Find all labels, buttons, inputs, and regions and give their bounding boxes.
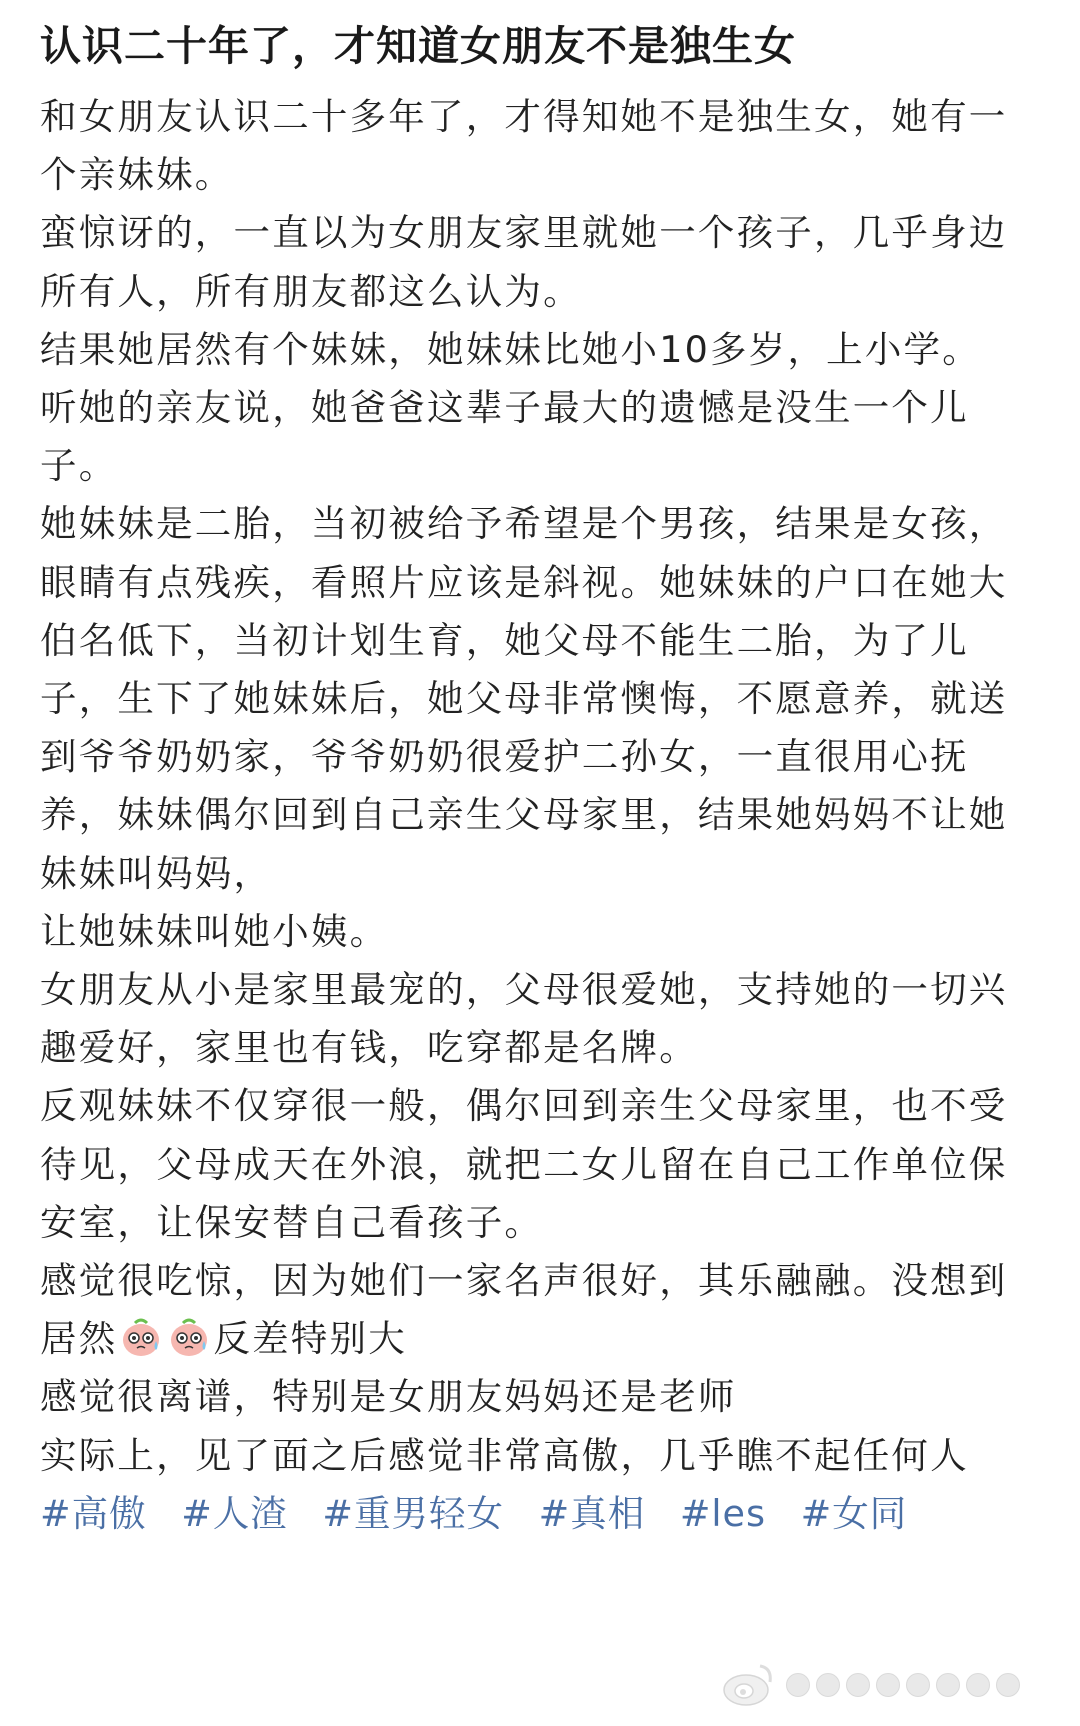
post-paragraph: 让她妹妹叫她小姨。 — [40, 909, 389, 953]
watermark-dots — [786, 1673, 1020, 1697]
post-text-segment: 反差特别大 — [213, 1317, 407, 1361]
post-paragraph: 实际上，见了面之后感觉非常高傲，几乎瞧不起任何人 — [40, 1433, 969, 1477]
hashtag-link[interactable]: #les — [679, 1491, 767, 1535]
post-body — [40, 88, 1040, 1485]
sweating-face-emoji-icon — [119, 1315, 163, 1359]
hashtag-link[interactable]: #重男轻女 — [322, 1491, 504, 1535]
post-paragraph: 感觉很离谱，特别是女朋友妈妈还是老师 — [40, 1375, 737, 1419]
weibo-logo-icon — [720, 1656, 778, 1714]
watermark-dot — [846, 1673, 870, 1697]
hashtag-row — [40, 1485, 1040, 1543]
post-title: 认识二十年了，才知道女朋友不是独生女 — [40, 22, 796, 70]
sweating-face-emoji-icon — [167, 1315, 211, 1359]
watermark-dot — [876, 1673, 900, 1697]
post-text-segment: 感觉很吃惊，因为她们一家名声很好，其乐融融。没想到居然 — [40, 1259, 1008, 1361]
watermark-dot — [936, 1673, 960, 1697]
hashtag-link[interactable]: #真相 — [538, 1491, 646, 1535]
post-paragraph: 和女朋友认识二十多年了，才得知她不是独生女，她有一个亲妹妹。 — [40, 95, 1008, 197]
watermark-dot — [816, 1673, 840, 1697]
post-paragraph: 蛮惊讶的，一直以为女朋友家里就她一个孩子，几乎身边所有人，所有朋友都这么认为。 — [40, 211, 1008, 313]
post-paragraph: 反观妹妹不仅穿很一般，偶尔回到亲生父母家里，也不受待见，父母成天在外浪，就把二女儿留在自己工作单位保安室，让保安替自己看孩子。 — [40, 1084, 1008, 1244]
post-paragraph-with-emoji — [40, 1252, 1040, 1368]
post-paragraph: 听她的亲友说，她爸爸这辈子最大的遗憾是没生一个儿子。 — [40, 386, 969, 488]
watermark-dot — [996, 1673, 1020, 1697]
hashtag-link[interactable]: #女同 — [800, 1491, 908, 1535]
post-paragraph: 女朋友从小是家里最宠的，父母很爱她，支持她的一切兴趣爱好，家里也有钱，吃穿都是名牌。 — [40, 968, 1008, 1070]
post-paragraph: 她妹妹是二胎，当初被给予希望是个男孩，结果是女孩，眼睛有点残疾，看照片应该是斜视。她妹妹的户口在她大伯名低下，当初计划生育，她父母不能生二胎，为了儿子，生下了她妹妹后，她父母非常懊悔，不愿意养，就送到爷爷奶奶家，爷爷奶奶很爱护二孙女，一直很用心抚养，妹妹偶尔回到自己亲生父母家里，结果她妈妈不让她妹妹叫妈妈， — [40, 502, 1008, 895]
hashtag-link[interactable]: #高傲 — [40, 1491, 147, 1535]
post-paragraph: 结果她居然有个妹妹，她妹妹比她小10多岁，上小学。 — [40, 327, 981, 371]
watermark-dot — [966, 1673, 990, 1697]
watermark-dot — [786, 1673, 810, 1697]
watermark-dot — [906, 1673, 930, 1697]
watermark — [720, 1650, 1060, 1720]
hashtag-link[interactable]: #人渣 — [181, 1491, 288, 1535]
